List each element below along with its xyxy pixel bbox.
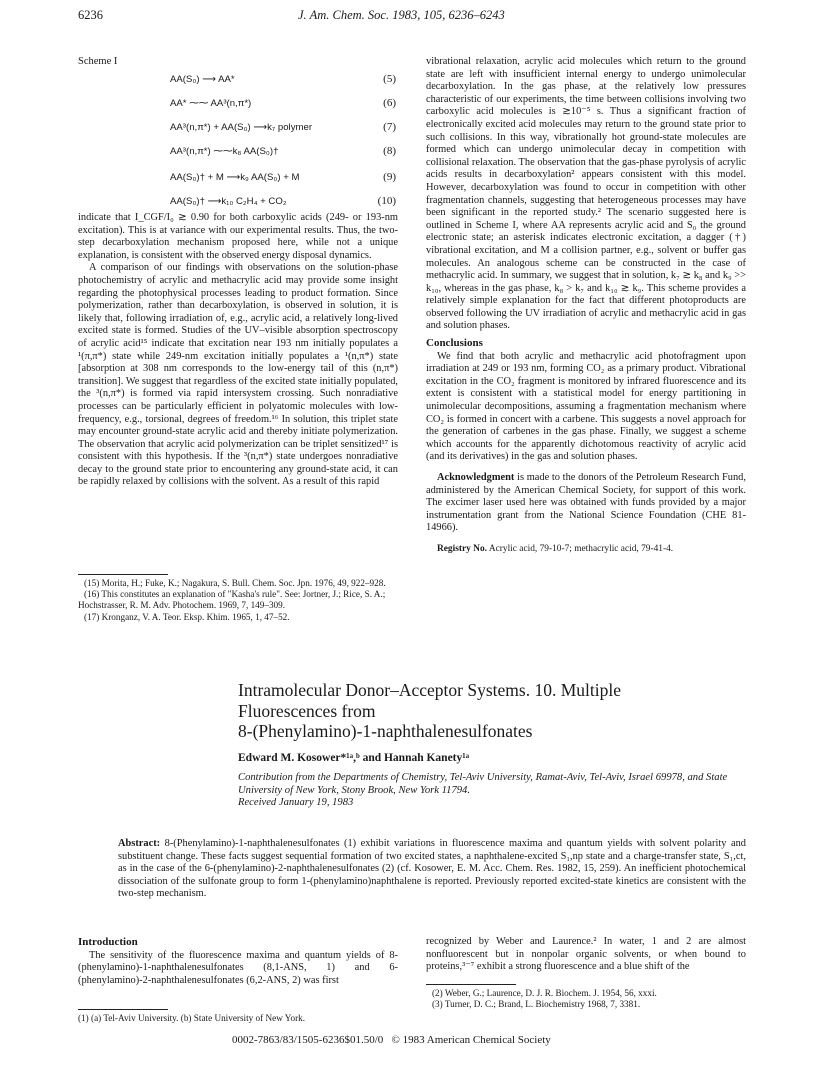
introduction-heading: Introduction [78, 936, 138, 948]
page-number: 6236 [78, 8, 103, 22]
copyright-line: 0002-7863/83/1505-6236$01.50/0 © 1983 American Chemical Society [232, 1034, 551, 1046]
scheme-title: Scheme I [78, 56, 118, 67]
abstract [118, 838, 746, 901]
left-column-text [78, 212, 398, 489]
registry-label: Registry No. [437, 543, 487, 554]
right-footnotes [426, 988, 746, 1010]
abstract-label: Abstract: [118, 838, 161, 849]
journal-header: J. Am. Chem. Soc. 1983, 105, 6236–6243 [298, 8, 505, 22]
introduction-paragraph: The sensitivity of the fluorescence maxima and quantum yields of 8-(phenylamino)-1-naphthalenesulfonates (8,1-ANS, 1) and 6-(phenylamino)-2-naphthalenesulfonates (6,2-ANS, 2) was first [78, 949, 398, 986]
acknowledgment-paragraph [426, 472, 746, 535]
equation-9: AA(S₀)† + M ⟶k₉ AA(S₀) + M (9) [170, 171, 396, 183]
equation-5: AA(S₀) ⟶ AA* (5) [170, 73, 396, 85]
title-line-2: Fluorescences from [238, 700, 376, 721]
registry-paragraph [426, 543, 746, 556]
title-line-1: Intramolecular Donor–Acceptor Systems. 10. Multiple [238, 680, 621, 700]
acknowledgment-text: is made to the donors of the Petroleum Research Fund, administered by the American Chemical Society, for support of this work. The excimer laser used here was obtained with funds provided by a major instrumentation grant from the National Science Foundation (CHE 81-14966). [426, 472, 746, 534]
abstract-text: 8-(Phenylamino)-1-naphthalenesulfonates (1) exhibit variations in fluorescence maxima and quantum yields with solvent polarity and substituent change. These facts suggest sequential formation of two excited states, a naphthalene-excited S₁,np state and a charge-transfer state, S₁,ct, as in the case of the 6-(phenylamino)-2-naphthalenesulfonates (2) (cf. Kosower, E. M. Acc. Chem. Res. 1982, 15, 259). An inefficient photochemical dissociation of the sulfonate group to form 1-(phenylamino)naphthalene is reported. Previously reported excited-state kinetics are consistent with the two-step mechanism. [118, 838, 746, 900]
article-contribution [238, 772, 738, 810]
footnote-16: (16) This constitutes an explanation of "Kasha's rule". See: Jortner, J.; Rice, S. A.; Hochstrasser, R. M. Adv. Photochem. 1969, 7, 149–309. [78, 589, 386, 611]
registry-text: Acrylic acid, 79-10-7; methacrylic acid, 79-41-4. [488, 543, 674, 554]
introduction-right [426, 936, 746, 974]
right-paragraph-1: vibrational relaxation, acrylic acid molecules which return to the ground state are left with insufficient internal energy to undergo unimolecular decarboxylation. In the gas phase, at the relatively low pressures characteristic of our experiments, the time between collisions involving two carboxylic acid molecules is ≳10⁻⁵ s. Thus a significant fraction of electronically excited acid molecules may return to the ground state prior to such collisions. In this way, vibrationally hot ground-state molecules are formed which can undergo unimolecular decay in competition with collisional relaxation. The observation that the gas-phase pyrolysis of acrylic acids results in decarboxylation² appears consistent with this model. However, decarboxylation was found to occur in competition with other fragmentation channels, suggesting that heterogeneous processes may have been significant in the reported study.² The scenario suggested here is outlined in Scheme I, where AA represents acrylic acid and S₀ the ground electronic state; an asterisk indicates electronic excitation, a dagger (†) vibrational excitation, and M a collision partner, e.g., solvent or buffer gas molecules. An analogous scheme can be constructed in the case of methacrylic acid. In summary, we suggest that in solution, k₇ ≳ k₈ and k₉ >> k₁₀, whereas in the gas phase, k₈ > k₇ and k₁₀ ≳ k₉. This scheme provides a relatively simple explanation for the fact that different photoproducts are observed following the UV irradiation of acrylic and methacrylic acid in gas and solution phases. [426, 56, 746, 332]
footnote-17: (17) Kronganz, V. A. Teor. Eksp. Khim. 1965, 1, 47–52. [84, 611, 290, 622]
contribution-text: Contribution from the Departments of Chemistry, Tel-Aviv University, Ramat-Aviv, Tel-Aviv, Israel 69978, and State University of New York, Stony Brook, New York 11794. [238, 772, 728, 796]
footnote-3: (3) Turner, D. C.; Brand, L. Biochemistry 1968, 7, 3381. [432, 999, 641, 1010]
equation-6: AA* ⁓⁓ AA³(n,π*) (6) [170, 97, 396, 109]
left-paragraph-2: A comparison of our findings with observations on the solution-phase photochemistry of acrylic and methacrylic acid may provide some insight regarding the photophysical processes leading to product formation. Since polymerization, rather than decarboxylation, is observed in solution, it is likely that, following irradiation of, e.g., acrylic acid, a relatively long-lived excited state is formed. Studies of the UV–visible absorption spectroscopy of acrylic acid¹⁵ indicate that excitation near 193 nm initially populates a ¹(π,π*) state while 249-nm excitation initially populates a ¹(n,π*) state [absorption at 308 nm corresponds to the low-energy tail of this (n,π*) transition]. We suggest that regardless of the excited state initially populated, the ³(n,π*) is formed via rapid intersystem crossing. Such nonradiative processes can be particularly efficient in polyatomic molecules with low-frequency, e.g., torsional, degrees of freedom.¹⁶ In solution, this triplet state may encounter ground-state acrylic acid and thereby initiate polymerization. The observation that acrylic acid polymerization can be triplet sensitized¹⁷ is consistent with this hypothesis. If the ³(n,π*) state undergoes nonradiative decay to the ground state prior to encountering any ground-state acid, it can be rapidly relaxed by collisions with the solvent. As a result of this rapid [78, 262, 398, 488]
article-title [238, 680, 718, 742]
footnote-rule-intro-right [426, 984, 516, 985]
scheme-equations [78, 73, 398, 221]
conclusions-heading: Conclusions [426, 337, 483, 350]
footnote-1: (1) (a) Tel-Aviv University. (b) State University of New York. [78, 1013, 306, 1023]
left-paragraph-1: indicate that I_CGF/I₀ ≳ 0.90 for both carboxylic acids (249- or 193-nm excitation). This is at variance with our experimental results. Thus, the two-step decarboxylation mechanism proposed here, while not a unique explanation, is consistent with the observed energy disposal dynamics. [78, 212, 398, 261]
footnote-rule-left [78, 574, 168, 575]
article-authors: Edward M. Kosower*¹ᵃ,ᵇ and Hannah Kanety¹ᵃ [238, 752, 470, 764]
equation-10: AA(S₀)† ⟶k₁₀ C₂H₄ + CO₂ (10) [170, 195, 396, 207]
conclusions-paragraph: We find that both acrylic and methacrylic acid photofragment upon irradiation at 249 or 193 nm, forming CO₂ as a primary product. Vibrational excitation in the CO₂ fragment is monitored by infrared fluorescence and its extent is consistent with a statistical model for energy partitioning in unimolecular decompositions, assuming a fragmentation mechanism where CO₂ is formed in concert with a carbene. This suggests a novel approach for the generation of carbenes in the gas phase. Finally, we suggest a scheme which accounts for the apparently dichotomous reactivity of acrylic acid (and its derivatives) in the gas and solution phases. [426, 350, 746, 463]
equation-7: AA³(n,π*) + AA(S₀) ⟶k₇ polymer (7) [170, 121, 396, 133]
title-line-3: 8-(Phenylamino)-1-naphthalenesulfonates [238, 721, 533, 741]
introduction-left [78, 936, 398, 987]
footnote-15: (15) Morita, H.; Fuke, K.; Nagakura, S. Bull. Chem. Soc. Jpn. 1976, 49, 922–928. [84, 578, 386, 588]
scheme-block [78, 56, 398, 221]
introduction-continued: recognized by Weber and Laurence.² In water, 1 and 2 are almost nonfluorescent but in nonpolar organic solvents, or when bound to proteins,³⁻⁷ exhibit a strong fluorescence and a blue shift of the [426, 936, 746, 973]
received-date: Received January 19, 1983 [238, 797, 354, 809]
equation-8: AA³(n,π*) ⁓⁓k₈ AA(S₀)† (8) [170, 145, 396, 157]
left-footnotes [78, 578, 398, 623]
acknowledgment-label: Acknowledgment [437, 472, 515, 483]
footnote-rule-intro-left [78, 1009, 168, 1010]
footnote-2: (2) Weber, G.; Laurence, D. J. R. Biochem. J. 1954, 56, xxxi. [432, 988, 657, 998]
right-column-text [426, 56, 746, 556]
